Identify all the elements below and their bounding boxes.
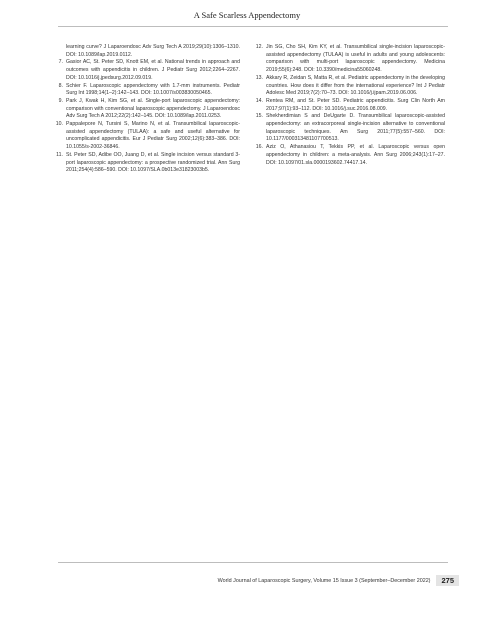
reference-text: Gasior AC, St. Peter SD, Knott EM, et al. National trends in approach and outcomes with appendicitis in children. J Pediatr Surg 2012;2264–2267. DOI: 10.1016/j.jpedsurg.2012.09.019. bbox=[66, 59, 240, 81]
page-footer bbox=[218, 575, 459, 586]
reference-number: 15. bbox=[255, 113, 263, 120]
reference-number: 11. bbox=[56, 151, 63, 158]
reference-item bbox=[52, 152, 240, 175]
page-number: 275 bbox=[436, 575, 459, 586]
reference-number: 7. bbox=[58, 59, 63, 66]
reference-number: 8. bbox=[58, 82, 63, 89]
reference-number: 14. bbox=[255, 97, 263, 104]
reference-number: 10. bbox=[55, 121, 63, 128]
reference-item bbox=[52, 59, 240, 82]
reference-continuation: learning curve? J Laparoendosc Adv Surg Tech A 2019;29(10):1306–1310. DOI: 10.1089/lap.2019.0112. bbox=[66, 44, 240, 58]
reference-number: 16. bbox=[255, 144, 263, 151]
references-right-column bbox=[252, 44, 445, 167]
reference-text: Shekherdimian S and DeUgarte D. Transumbilical laparoscopic-assisted appendectomy: an extracorporeal single-incision alternative to conventional laparoscopic techniques. Am Surg 2011;77(5):557–560. DOI: 10.1177/000313481107700513. bbox=[266, 113, 445, 143]
header-divider bbox=[58, 26, 448, 27]
reference-text: Akkary R, Zeidan S, Matta R, et al. Pediatric appendectomy in the developing countries. How does it differ from the international experience? Int J Pediatr Adolesc Med 2019;7(2):70–73. DOI: 10.1016/j.ijpam.2019.06.006. bbox=[266, 74, 445, 97]
reference-item bbox=[252, 75, 445, 98]
reference-text: Jin SG, Cho SH, Kim KY, et al. Transumbilical single-incision laparoscopic-assisted appendectomy (TULAA) is useful in adults and young adolescents: comparison with multi-port laparoscopic appendectomy. Medicina 2019;55(6):248. DOI: 10.3390/medicina55060248. bbox=[266, 44, 445, 74]
reference-item bbox=[252, 44, 445, 75]
reference-number: 13. bbox=[255, 74, 263, 81]
reference-text: Rentea RM, and St. Peter SD. Pediatric appendicitis. Surg Clin North Am 2017;97(1):93–112. DOI: 10.1016/j.suc.2016.08.009. bbox=[266, 97, 445, 112]
page-header: A Safe Scarless Appendectomy bbox=[193, 10, 301, 20]
reference-item bbox=[52, 121, 240, 152]
reference-number: 12. bbox=[255, 44, 263, 50]
reference-text: Pappalepore N, Tursini S, Marino N, et al. Transumbilical laparoscopic-assisted appendectomy (TULAA): a safe and useful alternative for uncomplicated appendicitis. Eur J Pediatr Surg 2002;12(6):383–386. DOI: 10.1055/s-2002-36846. bbox=[66, 121, 240, 151]
reference-item bbox=[52, 83, 240, 98]
reference-item bbox=[252, 144, 445, 167]
reference-item bbox=[252, 98, 445, 113]
footer-divider bbox=[58, 562, 448, 563]
journal-citation: World Journal of Laparoscopic Surgery, Volume 15 Issue 3 (September–December 2022) bbox=[217, 577, 431, 584]
reference-text: Park J, Kwak H, Kim SG, et al. Single-port laparoscopic appendectomy: comparison with conventional laparoscopic appendectomy. J Laparoendosc Adv Surg Tech A 2012;22(2):142–145. DOI: 10.1089/lap.2011.0253. bbox=[66, 97, 240, 120]
reference-item bbox=[252, 113, 445, 144]
reference-text: Aziz O, Athanasiou T, Tekkis PP, et al. Laparoscopic versus open appendectomy in children: a meta-analysis. Ann Surg 2006;243(1):17–27. DOI: 10.1097/01.sla.0000193602.74417.14. bbox=[266, 144, 445, 166]
references-left-column bbox=[52, 44, 240, 175]
reference-item bbox=[52, 98, 240, 121]
reference-text: Schier F. Laparoscopic appendectomy with 1.7-mm instruments. Pediatr Surg Int 1998;14(1–2):142–143. DOI: 10.1007/s003830050465. bbox=[66, 82, 240, 97]
reference-number: 9. bbox=[58, 97, 63, 104]
reference-text: St. Peter SD, Adibe OO, Juang D, et al. Single incision versus standard 3-port laparoscopic appendectomy: a prospective randomized trial. Ann Surg 2011;254(4):586–590. DOI: 10.1097/SLA.0b013e31823003b5. bbox=[66, 151, 240, 174]
